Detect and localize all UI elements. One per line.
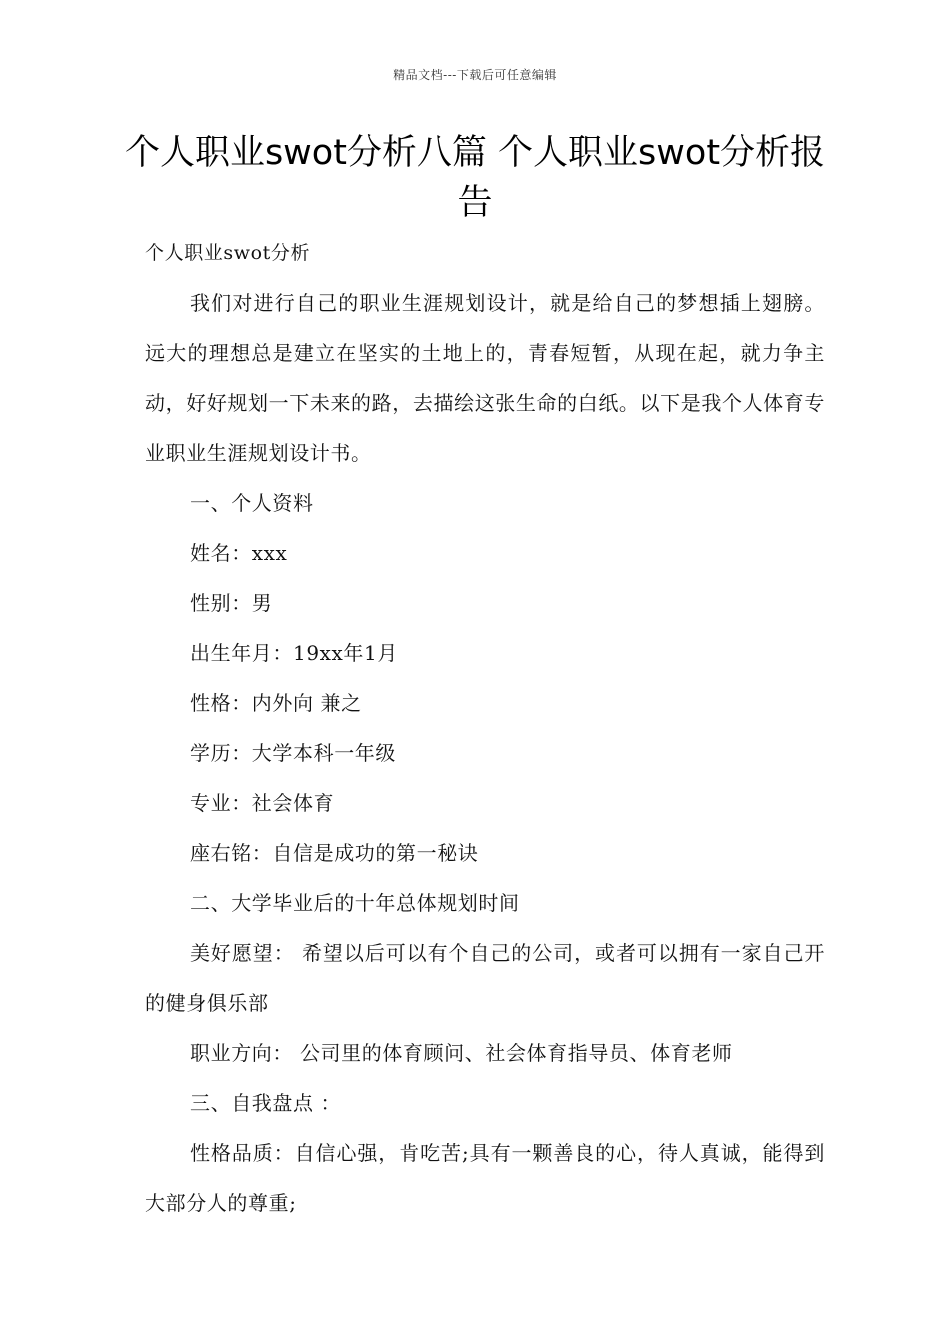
plan-wish: 美好愿望： 希望以后可以有个自己的公司，或者可以拥有一家自己开的健身俱乐部 — [145, 941, 825, 1015]
info-personality: 性格：内外向 兼之 — [190, 691, 362, 715]
info-name: 姓名：xxx — [190, 541, 288, 565]
info-major: 专业：社会体育 — [190, 791, 335, 815]
inventory-character: 性格品质：自信心强，肯吃苦;具有一颗善良的心，待人真诚，能得到大部分人的尊重; — [145, 1141, 825, 1215]
document-title: 个人职业swot分析八篇 个人职业swot分析报告 — [124, 133, 826, 223]
info-education: 学历：大学本科一年级 — [190, 741, 396, 765]
page-header: 精品文档---下载后可任意编辑 — [393, 68, 557, 82]
info-gender: 性别：男 — [190, 591, 273, 615]
intro-paragraph: 我们对进行自己的职业生涯规划设计，就是给自己的梦想插上翅膀。远大的理想总是建立在坚实的土地上的，青春短暂，从现在起，就力争主动，好好规划一下未来的路，去描绘这张生命的白纸。以下是我个人体育专业职业生涯规划设计书。 — [145, 291, 825, 465]
info-motto: 座右铭：自信是成功的第一秘诀 — [190, 841, 479, 865]
section-heading-ten-year-plan: 二、大学毕业后的十年总体规划时间 — [190, 891, 520, 915]
plan-direction: 职业方向： 公司里的体育顾问、社会体育指导员、体育老师 — [190, 1041, 733, 1065]
section-heading-personal-info: 一、个人资料 — [190, 491, 314, 515]
document-body — [145, 228, 825, 1228]
section-heading-self-inventory: 三、自我盘点 ： — [190, 1091, 342, 1115]
section-subtitle: 个人职业swot分析 — [145, 242, 311, 264]
info-birth: 出生年月：19xx年1月 — [190, 641, 398, 665]
